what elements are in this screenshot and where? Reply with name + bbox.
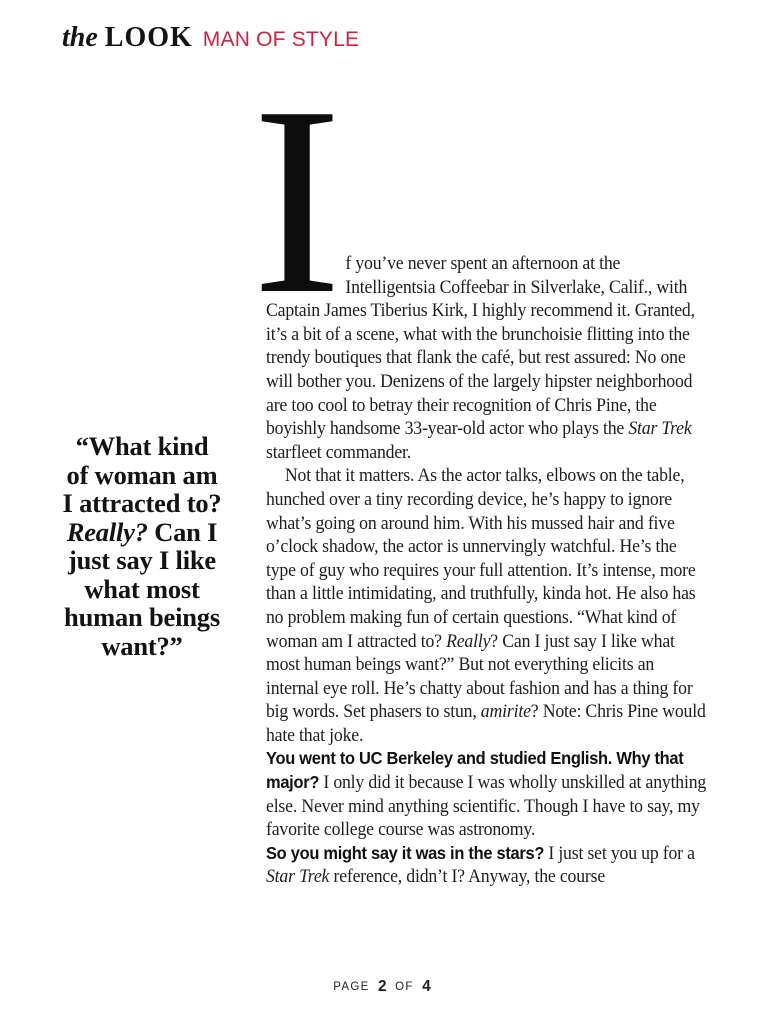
- text-run: “What kind: [75, 431, 209, 461]
- section-name: LOOK: [104, 22, 193, 53]
- text-run: starfleet commander.: [266, 441, 412, 463]
- text-run: Really?: [66, 516, 148, 547]
- text-run: amirite: [480, 701, 531, 723]
- text-run: of woman am: [66, 459, 218, 490]
- text-run: ? Can I just say I like what most human beings want?” But not everything elicits an internal eye roll. He’s chatty about fashion and has a thing for big words. Set phasers to stun,: [266, 630, 693, 723]
- of-label: OF: [395, 981, 414, 993]
- header-subsection: MAN OF STYLE: [202, 28, 360, 51]
- pull-quote-line: [36, 575, 248, 604]
- pull-quote-line: [36, 518, 248, 547]
- pull-quote-line: [36, 546, 248, 575]
- pull-quote-line: [36, 489, 248, 518]
- text-run: Really: [446, 630, 491, 652]
- section-prefix: the: [62, 22, 98, 53]
- text-run: So you might say it was in the stars?: [266, 842, 545, 863]
- pull-quote-line: [36, 461, 248, 490]
- text-run: Star Trek: [628, 418, 692, 440]
- pull-quote-line: [36, 632, 248, 661]
- text-run: I attracted to?: [62, 488, 222, 518]
- text-run: what most: [84, 573, 200, 604]
- text-run: Star Trek: [266, 866, 330, 888]
- text-run: Not that it matters. As the actor talks, elbows on the table, hunched over a tiny recording device, he’s happy to ignore what’s going on around him. With his mussed hair and five o’clock shadow, the actor is unnervingly watchful. He’s the type of guy who requires your full attention. It’s intense, more than a little intimidating, and truthfully, kinda hot. He also has no problem making fun of certain questions. “What kind of woman am I attracted to?: [266, 465, 696, 652]
- dropcap-spacer: [266, 252, 345, 299]
- current-page-number: 2: [378, 978, 387, 995]
- article-paragraph: [266, 464, 706, 747]
- text-run: You went to UC Berkeley and studied English. Why that major?: [266, 748, 684, 793]
- text-run: want?”: [101, 630, 183, 661]
- text-run: just say I like: [68, 545, 216, 575]
- text-run: reference, didn’t I? Anyway, the course: [329, 866, 606, 888]
- text-run: I only did it because I was wholly unskilled at anything else. Never mind anything scientific. Though I have to say, my favorite college course was astronomy.: [266, 772, 707, 841]
- article-paragraph: [266, 842, 706, 889]
- total-pages-number: 4: [422, 978, 431, 995]
- text-run: Can I: [147, 516, 218, 547]
- article-body: [266, 252, 706, 889]
- article-paragraph: [266, 252, 706, 464]
- page-footer: [0, 978, 768, 996]
- page-label: PAGE: [333, 981, 370, 993]
- pull-quote: [36, 432, 248, 660]
- page-header: [62, 22, 359, 54]
- drop-cap-letter: I: [252, 51, 342, 350]
- pull-quote-line: [36, 603, 248, 632]
- text-run: I just set you up for a: [544, 842, 695, 864]
- article-paragraph: [266, 747, 706, 841]
- text-run: f you’ve never spent an afternoon at the Intelligentsia Coffeebar in Silverlake, Calif., with Captain James Tiberius Kirk, I highly recommend it. Granted, it’s a bit of a scene, what with the brunchoisie flitting into the trendy boutiques that flank the café, but rest assured: No one will bother you. Denizens of the largely hipster neighborhood are too cool to betray their recognition of Chris Pine, the boyishly handsome 33-year-old actor who plays the: [266, 253, 695, 440]
- text-run: ? Note: Chris Pine would hate that joke.: [266, 701, 706, 746]
- pull-quote-line: [36, 432, 248, 461]
- text-run: human beings: [64, 602, 220, 632]
